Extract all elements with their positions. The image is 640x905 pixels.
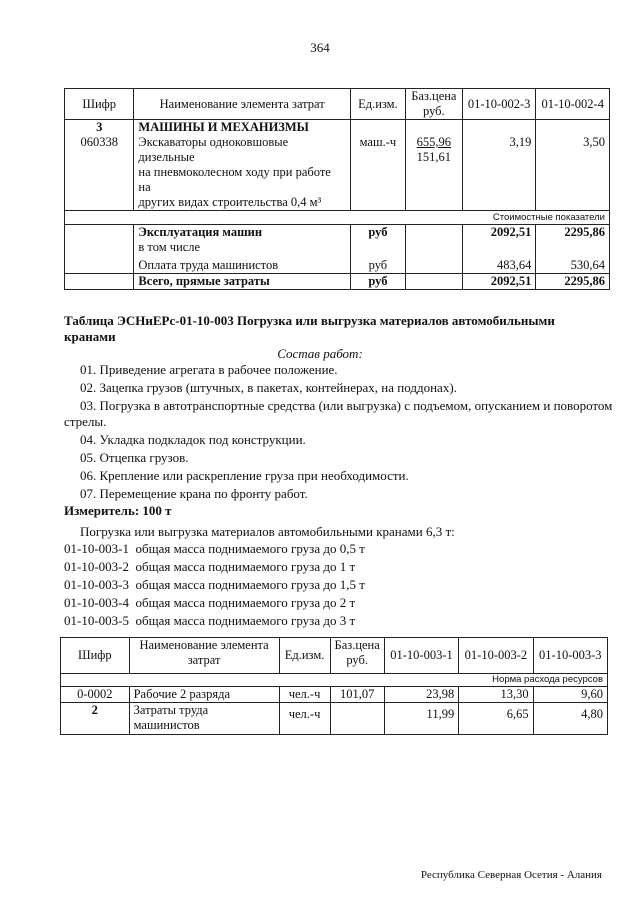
t2-row-code: 2 <box>61 703 130 735</box>
t1-item-value-3: 3,19 <box>462 120 536 211</box>
code-item <box>64 613 355 629</box>
t2-row-value-2: 13,30 <box>459 687 533 703</box>
code-item <box>64 595 355 611</box>
t1-item-line-2: на пневмоколесном ходу при работе на <box>138 165 331 194</box>
work-item: 01. Приведение агрегата в рабочее положение. <box>80 362 338 377</box>
t2-row-price <box>330 703 384 735</box>
t2-row-unit: чел.-ч <box>279 687 330 703</box>
code-item-desc: общая масса поднимаемого груза до 3 т <box>135 613 356 628</box>
t1-cost-caption: Стоимостные показатели <box>65 211 610 225</box>
t2-row-value-3: 4,80 <box>533 703 607 735</box>
t1-total-value-3: 2092,51 <box>462 274 536 290</box>
subtitle: Погрузка или выгрузка материалов автомобильными кранами 6,3 т: <box>80 524 455 539</box>
t1-item-value-4: 3,50 <box>536 120 610 211</box>
work-item: стрелы. <box>64 414 107 429</box>
code-item-code: 01-10-003-1 <box>64 541 129 556</box>
t2-header-col2: 01-10-003-2 <box>459 638 533 674</box>
t2-header-code: Шифр <box>61 638 130 674</box>
t1-header-name: Наименование элемента затрат <box>134 89 351 120</box>
t1-item-unit: маш.-ч <box>350 120 405 211</box>
t2-header-col3: 01-10-003-3 <box>533 638 607 674</box>
t2-row-code: 0-0002 <box>61 687 130 703</box>
table-title: Таблица ЭСНиЕРс-01-10-003 Погрузка или выгрузка материалов автомобильными кранами <box>64 313 555 344</box>
resource-table-2 <box>60 637 608 735</box>
t1-row-value-4: 2295,86 <box>536 225 610 241</box>
t1-row-name: в том числе <box>134 240 351 255</box>
t2-header-col1: 01-10-003-1 <box>384 638 458 674</box>
work-item: 03. Погрузка в автотранспортные средства (или выгрузка) с подъемом, опусканием и поворотом <box>80 398 613 413</box>
t2-header-unit: Ед.изм. <box>279 638 330 674</box>
composition-title: Состав работ: <box>277 346 363 361</box>
t2-row-name: Затраты труда машинистов <box>129 703 279 735</box>
t2-row-unit: чел.-ч <box>279 703 330 735</box>
code-item-desc: общая масса поднимаемого груза до 0,5 т <box>135 541 365 556</box>
t2-row-value-1: 11,99 <box>384 703 458 735</box>
t1-machine-code: 060338 <box>80 135 118 149</box>
code-item-code: 01-10-003-5 <box>64 613 129 628</box>
t1-total-unit: руб <box>350 274 405 290</box>
code-item <box>64 559 355 575</box>
t1-item-price-2: 151,61 <box>416 150 452 164</box>
t1-row-value-4: 530,64 <box>536 255 610 274</box>
t2-row-value-3: 9,60 <box>533 687 607 703</box>
resource-table-1 <box>64 88 610 290</box>
t2-norm-caption: Норма расхода ресурсов <box>61 674 608 687</box>
t1-header-price: Баз.цена руб. <box>405 89 462 120</box>
t2-row-name: Рабочие 2 разряда <box>129 687 279 703</box>
t2-header-name: Наименование элемента затрат <box>129 638 279 674</box>
t1-section-title: МАШИНЫ И МЕХАНИЗМЫ <box>138 120 309 134</box>
code-item-code: 01-10-003-4 <box>64 595 129 610</box>
t1-header-col4: 01-10-002-4 <box>536 89 610 120</box>
code-item <box>64 541 365 557</box>
t1-item-price-1: 655,96 <box>416 135 452 149</box>
t1-total-name: Всего, прямые затраты <box>134 274 351 290</box>
t1-row-value-3: 483,64 <box>462 255 536 274</box>
t1-row-value-3: 2092,51 <box>462 225 536 241</box>
code-item <box>64 577 365 593</box>
t2-row-price: 101,07 <box>330 687 384 703</box>
work-item: 06. Крепление или раскрепление груза при необходимости. <box>80 468 409 483</box>
t2-row-value-2: 6,65 <box>459 703 533 735</box>
t1-item-line-3: других видах строительства 0,4 м³ <box>138 195 322 209</box>
t1-header-code: Шифр <box>65 89 134 120</box>
t1-item-line-1: Экскаваторы одноковшовые дизельные <box>138 135 289 164</box>
t1-section-number: 3 <box>96 120 103 134</box>
work-item: 04. Укладка подкладок под конструкции. <box>80 432 306 447</box>
t1-row-unit: руб <box>350 255 405 274</box>
t1-row-name: Оплата труда машинистов <box>134 255 351 274</box>
code-item-desc: общая масса поднимаемого груза до 2 т <box>135 595 356 610</box>
t2-header-price: Баз.цена руб. <box>330 638 384 674</box>
t1-row-name: Эксплуатация машин <box>134 225 351 241</box>
code-item-desc: общая масса поднимаемого груза до 1,5 т <box>135 577 365 592</box>
page-number: 364 <box>310 40 330 55</box>
t2-row-value-1: 23,98 <box>384 687 458 703</box>
meter-label: Измеритель: 100 т <box>64 503 172 518</box>
t1-total-value-4: 2295,86 <box>536 274 610 290</box>
t1-header-col3: 01-10-002-3 <box>462 89 536 120</box>
work-item: 07. Перемещение крана по фронту работ. <box>80 486 308 501</box>
code-item-desc: общая масса поднимаемого груза до 1 т <box>135 559 356 574</box>
footer-region: Республика Северная Осетия - Алания <box>420 869 602 881</box>
work-item: 02. Зацепка грузов (штучных, в пакетах, контейнерах, на поддонах). <box>80 380 457 395</box>
t1-row-unit: руб <box>350 225 405 241</box>
work-item: 05. Отцепка грузов. <box>80 450 189 465</box>
code-item-code: 01-10-003-2 <box>64 559 129 574</box>
code-item-code: 01-10-003-3 <box>64 577 129 592</box>
t1-header-unit: Ед.изм. <box>350 89 405 120</box>
